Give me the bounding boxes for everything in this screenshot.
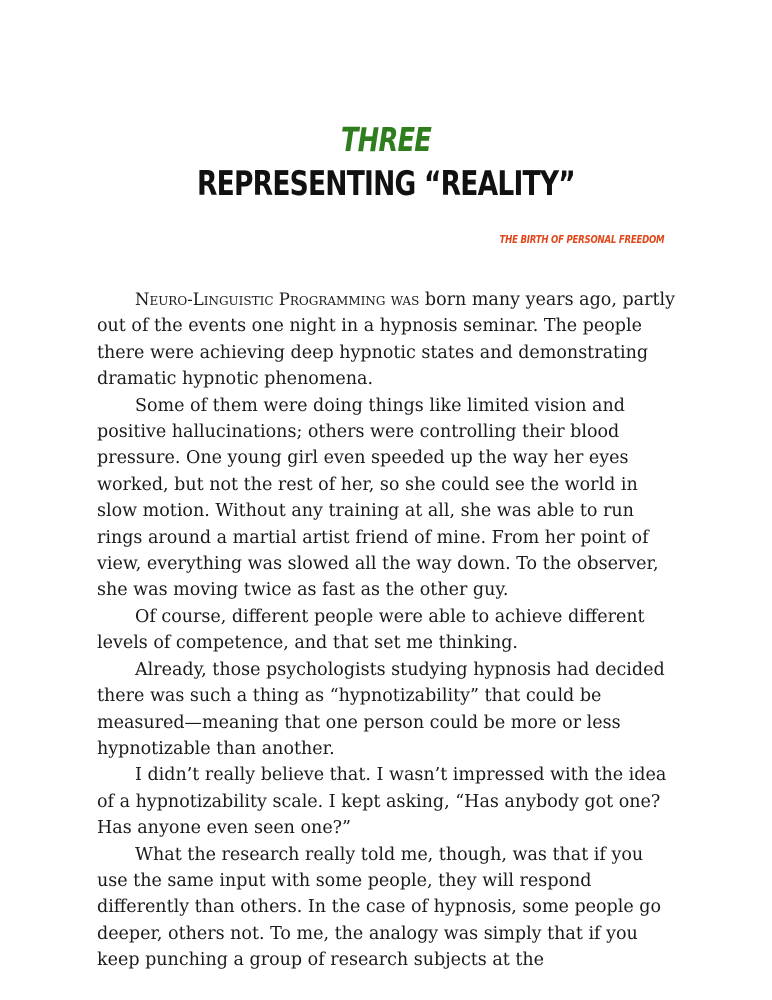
chapter-body xyxy=(97,287,677,974)
chapter-title: REPRESENTING “REALITY” xyxy=(197,164,575,204)
paragraph-1-text: born many years ago, partly out of the events one night in a hypnosis seminar. The people there were achieving deep hypnotic states and demonstrating dramatic hypnotic phenomena. xyxy=(97,290,675,390)
chapter-number: THREE xyxy=(340,120,432,159)
body-paragraph-5: I didn’t really believe that. I wasn’t impressed with the idea of a hypnotizability scale. I kept asking, “Has anybody got one? Has anyone even seen one?” xyxy=(97,765,667,839)
chapter-subtitle: THE BIRTH OF PERSONAL FREEDOM xyxy=(499,233,664,246)
body-paragraph-6: What the research really told me, though, was that if you use the same input with some people, they will respond differently than others. In the case of hypnosis, some people go deeper, others not. To me, the analogy was simply that if you keep punching a group of research subjects at the xyxy=(97,844,662,971)
body-paragraph-2: Some of them were doing things like limited vision and positive hallucinations; others were controlling their blood pressure. One young girl even speeded up the way her eyes worked, but not the rest of her, so she could see the world in slow motion. Without any training at all, she was able to run rings around a martial artist friend of mine. From her point of view, everything was slowed all the way down. To the observer, she was moving twice as fast as the other guy. xyxy=(97,395,659,601)
body-paragraph-1 xyxy=(97,287,677,393)
body-paragraph-4: Already, those psychologists studying hypnosis had decided there was such a thing as “hypnotizability” that could be measured—meaning that one person could be more or less hypnotizable than another. xyxy=(97,659,665,759)
body-paragraph-3: Of course, different people were able to achieve different levels of competence, and that set me thinking. xyxy=(97,606,645,654)
lead-in-smallcaps: Neuro-Linguistic Programming was xyxy=(135,290,420,309)
